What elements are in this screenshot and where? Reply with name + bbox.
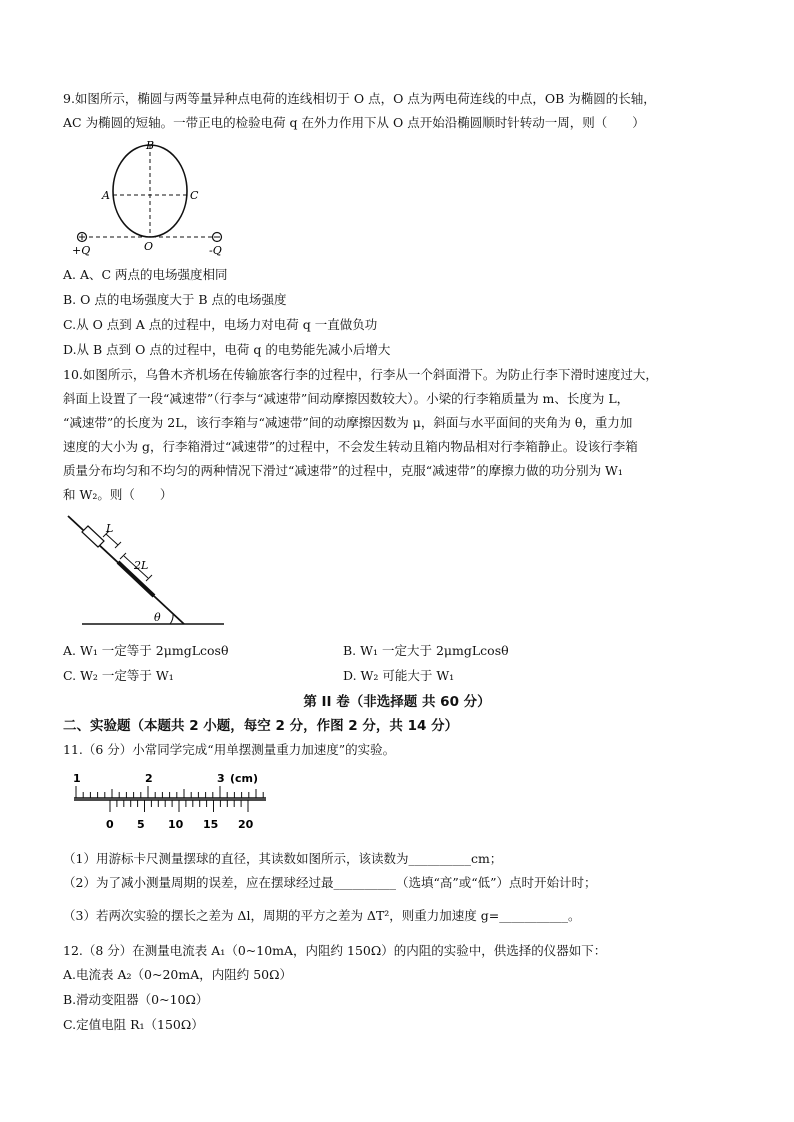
unit-label: (cm)	[230, 772, 259, 785]
luggage-box	[82, 526, 104, 547]
q12-item-a: A.电流表 A₂（0~20mA，内阻约 50Ω）	[63, 967, 292, 982]
q11-sub3: （3）若两次实验的摆长之差为 Δl，周期的平方之差为 ΔT²，则重力加速度 g=___________。	[63, 908, 581, 923]
section2-title: 二、实验题（本题共 2 小题，每空 2 分，作图 2 分，共 14 分）	[63, 718, 459, 734]
label-L: L	[106, 522, 114, 535]
vernier-label-15: 15	[203, 818, 219, 831]
main-label-1: 1	[73, 772, 81, 785]
q10-line4: 速度的大小为 g，行李箱滑过“减速带”的过程中，不会发生转动且箱内物品相对行李箱静止。设该行李箱	[63, 439, 638, 454]
q9-option-c: C.从 O 点到 A 点的过程中，电场力对电荷 q 一直做负功	[63, 317, 378, 332]
q9-option-b: B. O 点的电场强度大于 B 点的电场强度	[63, 292, 287, 307]
label-theta: θ	[154, 611, 161, 624]
q10-line3: “减速带”的长度为 2L，该行李箱与“减速带”间的动摩擦因数为 μ，斜面与水平面间的夹角为 θ，重力加	[63, 415, 633, 430]
q11-caliper	[60, 770, 280, 840]
label-2L: 2L	[134, 559, 149, 572]
vernier-label-0: 0	[106, 818, 114, 831]
q12-item-c: C.定值电阻 R₁（150Ω）	[63, 1017, 204, 1032]
q10-option-d: D. W₂ 可能大于 W₁	[343, 668, 455, 683]
main-label-3: 3	[217, 772, 225, 785]
vernier-label-10: 10	[168, 818, 184, 831]
q10-option-b: B. W₁ 一定大于 2μmgLcosθ	[343, 643, 509, 658]
q10-line2: 斜面上设置了一段“减速带”（行李与“减速带”间动摩擦因数较大）。小梁的行李箱质量为 m、长度为 L，	[63, 391, 630, 406]
theta-arc	[170, 614, 173, 624]
q10-figure	[62, 512, 232, 632]
q9-line2: AC 为椭圆的短轴。一带正电的检验电荷 q 在外力作用下从 O 点开始沿椭圆顺时针转动一周，则（ ）	[63, 115, 645, 130]
part2-title: 第 II 卷（非选择题 共 60 分）	[303, 694, 491, 710]
main-scale-ticks	[76, 786, 263, 798]
q9-line1: 9.如图所示，椭圆与两等量异种点电荷的连线相切于 O 点，O 点为两电荷连线的中点，OB 为椭圆的长轴，	[63, 91, 656, 106]
q10-line1: 10.如图所示，乌鲁木齐机场在传输旅客行李的过程中，行李从一个斜面滑下。为防止行李下滑时速度过大，	[63, 367, 658, 382]
q9-option-a: A. A、C 两点的电场强度相同	[63, 267, 228, 282]
main-label-2: 2	[145, 772, 153, 785]
q11-sub2: （2）为了减小测量周期的误差，应在摆球经过最__________（选填“高”或“低”）点时开始计时；	[63, 875, 597, 890]
q9-figure	[60, 138, 240, 258]
q10-option-c: C. W₂ 一定等于 W₁	[63, 668, 174, 683]
q9-option-d: D.从 B 点到 O 点的过程中，电荷 q 的电势能先减小后增大	[63, 342, 391, 357]
q11-sub1: （1）用游标卡尺测量摆球的直径，其读数如图所示，该读数为__________cm；	[63, 851, 503, 866]
q10-line6: 和 W₂。则（ ）	[63, 487, 173, 502]
vernier-scale-ticks	[110, 800, 248, 812]
label-plusQ: +Q	[72, 244, 91, 257]
label-B: B	[146, 139, 155, 152]
label-minusQ: -Q	[209, 244, 222, 257]
q12-item-b: B.滑动变阻器（0~10Ω）	[63, 992, 209, 1007]
vernier-label-5: 5	[137, 818, 145, 831]
label-A: A	[102, 189, 110, 202]
label-C: C	[190, 189, 199, 202]
q10-line5: 质量分布均匀和不均匀的两种情况下滑过“减速带”的过程中，克服“减速带”的摩擦力做的功分别为 W₁	[63, 463, 623, 478]
vernier-label-20: 20	[238, 818, 254, 831]
label-O: O	[144, 240, 154, 253]
q10-option-a: A. W₁ 一定等于 2μmgLcosθ	[63, 643, 229, 658]
q11-stem: 11.（6 分）小常同学完成“用单摆测量重力加速度”的实验。	[63, 742, 396, 757]
q12-stem: 12.（8 分）在测量电流表 A₁（0~10mA，内阻约 150Ω）的内阻的实验中，供选择的仪器如下：	[63, 943, 607, 958]
